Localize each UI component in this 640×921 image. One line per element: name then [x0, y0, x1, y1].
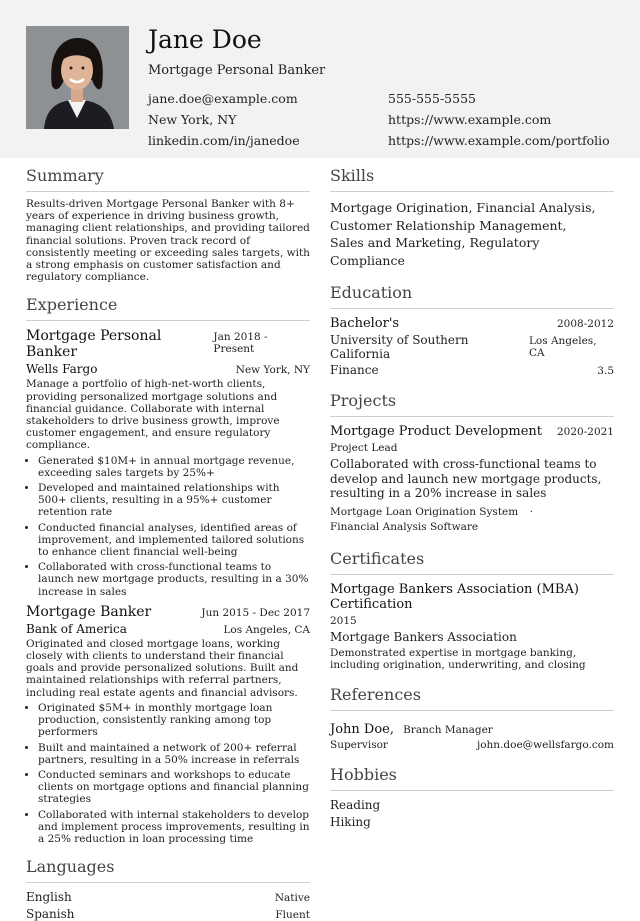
- skills-section: [330, 166, 614, 269]
- certificates-section: [330, 549, 614, 671]
- candidate-name: Jane Doe: [148, 25, 262, 54]
- education-section: [330, 283, 614, 377]
- project-name: Mortgage Product Development: [330, 424, 542, 439]
- certificate-year: 2015: [330, 614, 357, 627]
- experience-section: [26, 295, 310, 845]
- reference-title: Branch Manager: [403, 723, 493, 736]
- achievement-item: • Generated $10M+ in annual mortgage revenue, exceeding sales targets by 25%+: [38, 455, 310, 479]
- experience-heading: Experience: [26, 295, 310, 321]
- degree: Bachelor's: [330, 316, 400, 331]
- job-location: Los Angeles, CA: [223, 623, 310, 636]
- school-location: Los Angeles, CA: [528, 335, 597, 359]
- email-link[interactable]: jane.doe@example.com: [148, 91, 298, 106]
- languages-section: [26, 857, 310, 921]
- job-achievements: [26, 702, 310, 845]
- reference-relation: Supervisor: [330, 738, 388, 751]
- achievement-item: • Conducted seminars and workshops to educate clients on mortgage options and financial planning strategies: [38, 769, 310, 806]
- candidate-title: Mortgage Personal Banker: [148, 63, 326, 78]
- left-column: [26, 166, 310, 921]
- summary-text: Results-driven Mortgage Personal Banker with 8+ years of experience in driving business growth, managing client relationships, and providing tailored financial solutions. Proven track record of consistently meeting or exceeding sales targets, with a strong emphasis on customer satisfaction and regulatory compliance.: [26, 198, 310, 284]
- achievement-item: • Collaborated with cross-functional teams to launch new mortgage products, resulting in a 30% increase in sales: [38, 561, 310, 598]
- summary-section: [26, 166, 310, 283]
- project-technologies: [330, 505, 614, 535]
- field-of-study: Finance: [330, 363, 379, 377]
- project-role: Project Lead: [330, 442, 398, 454]
- job-entry: [26, 604, 310, 845]
- job-company: Bank of America: [26, 621, 127, 636]
- references-heading: References: [330, 685, 614, 711]
- achievement-item: • Conducted financial analyses, identified areas of improvement, and implemented tailored solutions to enhance client financial well-being: [38, 522, 310, 559]
- location-text: New York, NY: [148, 112, 237, 127]
- education-dates: 2008-2012: [557, 318, 614, 330]
- skills-line: Sales and Marketing, Regulatory Compliance: [330, 235, 540, 268]
- job-entry: [26, 328, 310, 597]
- gpa: 3.5: [597, 365, 614, 377]
- achievement-item: • Collaborated with internal stakeholders to develop and implement process improvements, resulting in a 25% reduction in loan processing time: [38, 809, 310, 846]
- reference-email[interactable]: john.doe@wellsfargo.com: [476, 738, 614, 751]
- project-tech: Financial Analysis Software: [330, 520, 479, 533]
- language-level: Native: [274, 892, 310, 905]
- job-description: Originated and closed mortgage loans, working closely with clients to understand their financial goals and provide personalized solutions. Built and maintained relationships with referral partners, including real estate agents and financial advisors.: [26, 637, 299, 699]
- skills-list: [330, 199, 614, 269]
- certificate-name: Mortgage Bankers Association (MBA) Certification: [330, 581, 579, 612]
- projects-heading: Projects: [330, 391, 614, 417]
- phone-link[interactable]: 555-555-5555: [388, 91, 476, 106]
- job-description: Manage a portfolio of high-net-worth clients, providing personalized mortgage solutions and financial guidance. Collaborate with internal stakeholders to drive business growth, improve customer engagement, and ensure regulatory compliance.: [26, 378, 280, 452]
- language-name: English: [26, 890, 72, 905]
- achievement-item: • Developed and maintained relationships with 500+ clients, resulting in a 95%+ customer retention rate: [38, 482, 310, 519]
- job-dates: Jun 2015 - Dec 2017: [201, 606, 310, 619]
- summary-heading: Summary: [26, 166, 310, 192]
- website-link[interactable]: https://www.example.com: [388, 112, 552, 127]
- job-company: Wells Fargo: [26, 362, 98, 377]
- job-location: New York, NY: [235, 364, 310, 377]
- skills-line: Mortgage Origination, Financial Analysis,: [330, 200, 596, 215]
- achievement-item: • Originated $5M+ in monthly mortgage loan production, consistently ranking among top performers: [38, 702, 310, 739]
- certificate-issuer: Mortgage Bankers Association: [330, 629, 517, 644]
- linkedin-link[interactable]: linkedin.com/in/janedoe: [148, 133, 300, 148]
- hobby-item: Hiking: [330, 814, 371, 829]
- job-role: Mortgage Banker: [26, 603, 152, 620]
- projects-section: [330, 391, 614, 535]
- hobby-item: Reading: [330, 797, 381, 812]
- skills-heading: Skills: [330, 166, 614, 192]
- tech-separator: ·: [529, 505, 533, 518]
- skills-line: Customer Relationship Management,: [330, 217, 567, 233]
- achievement-item: • Built and maintained a network of 200+ referral partners, resulting in a 50% increase in referrals: [38, 742, 310, 766]
- profile-photo: [26, 26, 129, 129]
- certificates-heading: Certificates: [330, 549, 614, 575]
- certificate-description: Demonstrated expertise in mortgage banking, including origination, underwriting, and closing: [330, 646, 586, 671]
- hobbies-heading: Hobbies: [330, 765, 614, 791]
- job-role: Mortgage Personal Banker: [26, 328, 162, 361]
- language-level: Fluent: [275, 909, 310, 921]
- hobbies-section: [330, 765, 614, 829]
- job-dates: Jan 2018 - Present: [213, 331, 268, 356]
- school-name: University of Southern California: [330, 333, 469, 361]
- languages-heading: Languages: [26, 857, 310, 883]
- job-achievements: [26, 455, 310, 598]
- language-name: Spanish: [26, 907, 75, 921]
- project-tech: Mortgage Loan Origination System: [330, 505, 519, 518]
- resume-header: [0, 0, 640, 158]
- references-section: [330, 685, 614, 751]
- project-description: Collaborated with cross-functional teams to develop and launch new mortgage products, resulting in a 20% increase in sales: [330, 457, 602, 500]
- project-dates: 2020-2021: [557, 426, 614, 438]
- education-heading: Education: [330, 283, 614, 309]
- portfolio-link[interactable]: https://www.example.com/portfolio: [388, 133, 610, 148]
- reference-name: John Doe,: [330, 721, 394, 737]
- right-column: [330, 166, 614, 829]
